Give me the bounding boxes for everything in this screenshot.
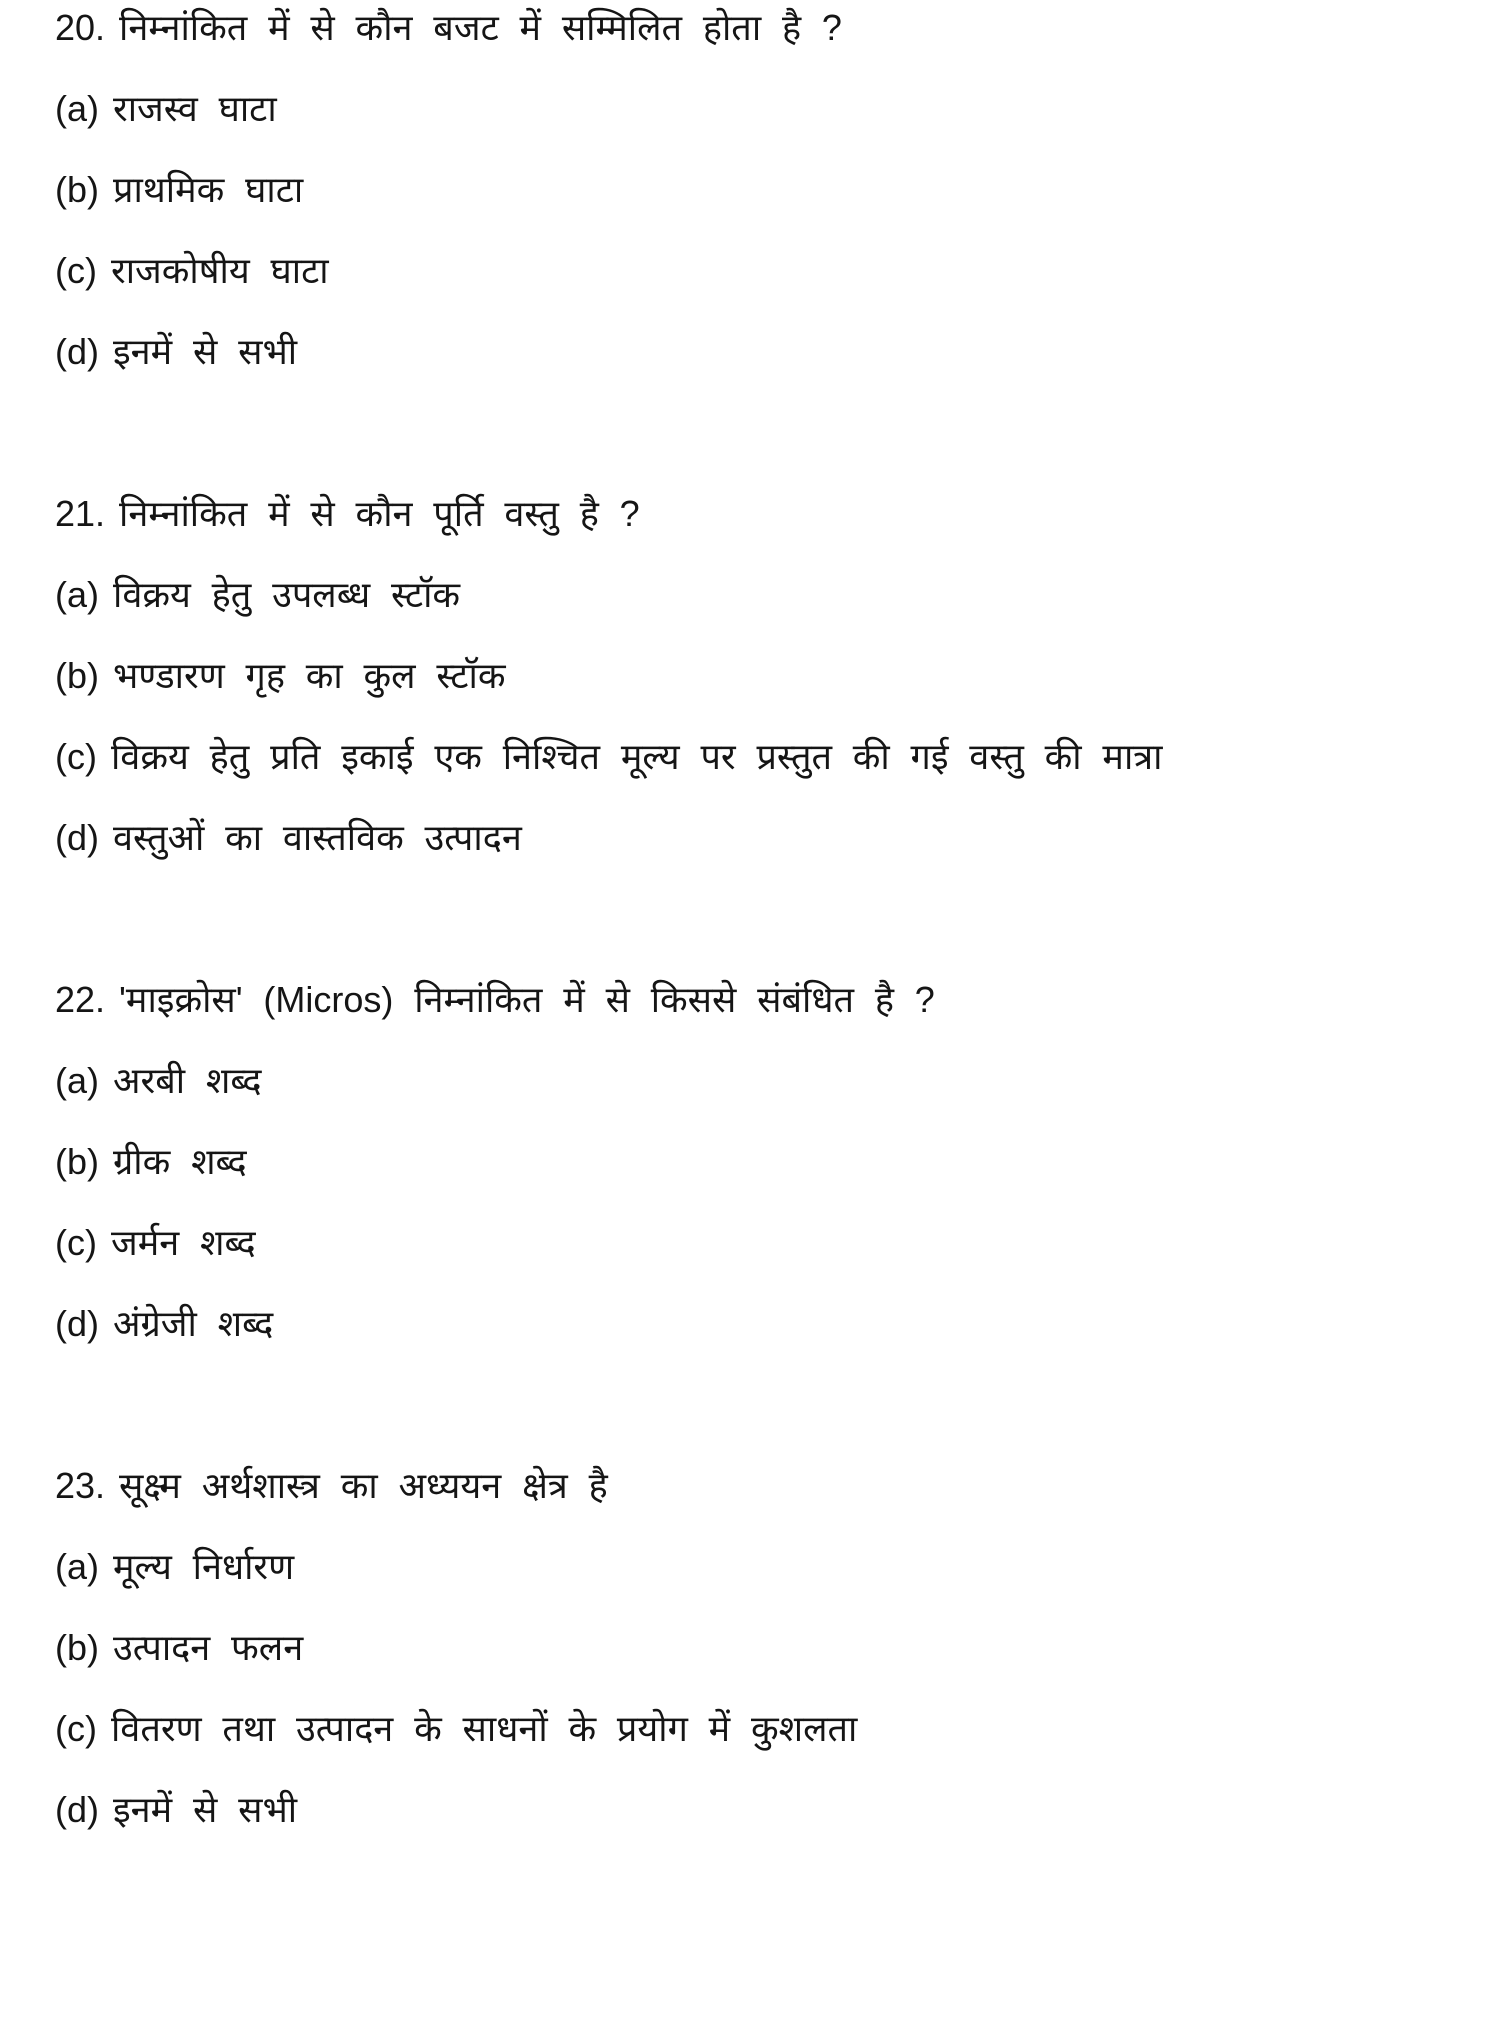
option-label: (d) xyxy=(55,1789,99,1830)
option-text: वितरण तथा उत्पादन के साधनों के प्रयोग में कुशलता xyxy=(110,1708,858,1749)
option-label: (d) xyxy=(55,817,99,858)
question-number: 21. xyxy=(55,493,106,534)
option-label: (b) xyxy=(55,1141,99,1182)
option-row xyxy=(55,734,1475,780)
option-row xyxy=(55,86,1475,132)
question-number: 22. xyxy=(55,979,106,1020)
question-text: सूक्ष्म अर्थशास्त्र का अध्ययन क्षेत्र है xyxy=(119,1465,608,1506)
option-text: अरबी शब्द xyxy=(113,1060,262,1101)
question-21 xyxy=(55,491,1475,861)
option-label: (c) xyxy=(55,1708,97,1749)
option-row xyxy=(55,1139,1475,1185)
question-number: 20. xyxy=(55,7,106,48)
option-row xyxy=(55,329,1475,375)
option-text: विक्रय हेतु प्रति इकाई एक निश्चित मूल्य पर प्रस्तुत की गई वस्तु की मात्रा xyxy=(110,736,1163,777)
question-line xyxy=(55,977,1475,1023)
option-label: (c) xyxy=(55,250,97,291)
option-label: (a) xyxy=(55,574,99,615)
option-text: जर्मन शब्द xyxy=(110,1222,256,1263)
question-text: निम्नांकित में से कौन पूर्ति वस्तु है ? xyxy=(119,493,640,534)
option-text: प्राथमिक घाटा xyxy=(113,169,304,210)
option-text: ग्रीक शब्द xyxy=(113,1141,247,1182)
option-label: (a) xyxy=(55,88,99,129)
question-text: 'माइक्रोस' (Micros) निम्नांकित में से किससे संबंधित है ? xyxy=(119,979,935,1020)
option-label: (b) xyxy=(55,169,99,210)
option-text: उत्पादन फलन xyxy=(113,1627,304,1668)
option-row xyxy=(55,1058,1475,1104)
option-label: (b) xyxy=(55,655,99,696)
option-text: विक्रय हेतु उपलब्ध स्टॉक xyxy=(113,574,461,615)
option-text: मूल्य निर्धारण xyxy=(113,1546,295,1587)
option-row xyxy=(55,1706,1475,1752)
option-text: राजस्व घाटा xyxy=(113,88,277,129)
option-label: (b) xyxy=(55,1627,99,1668)
question-line xyxy=(55,1463,1475,1509)
option-label: (a) xyxy=(55,1546,99,1587)
option-row xyxy=(55,1220,1475,1266)
option-label: (c) xyxy=(55,736,97,777)
option-text: इनमें से सभी xyxy=(113,1789,298,1830)
option-text: भण्डारण गृह का कुल स्टॉक xyxy=(113,655,506,696)
question-number: 23. xyxy=(55,1465,106,1506)
option-row xyxy=(55,1787,1475,1833)
option-label: (c) xyxy=(55,1222,97,1263)
option-text: इनमें से सभी xyxy=(113,331,298,372)
question-line xyxy=(55,491,1475,537)
option-text: वस्तुओं का वास्तविक उत्पादन xyxy=(113,817,522,858)
option-row xyxy=(55,1544,1475,1590)
question-text: निम्नांकित में से कौन बजट में सम्मिलित होता है ? xyxy=(119,7,842,48)
option-row xyxy=(55,653,1475,699)
option-text: राजकोषीय घाटा xyxy=(110,250,329,291)
option-label: (d) xyxy=(55,331,99,372)
option-label: (d) xyxy=(55,1303,99,1344)
question-20 xyxy=(55,5,1475,375)
option-row xyxy=(55,815,1475,861)
question-line xyxy=(55,5,1475,51)
option-row xyxy=(55,572,1475,618)
option-row xyxy=(55,248,1475,294)
option-label: (a) xyxy=(55,1060,99,1101)
question-22 xyxy=(55,977,1475,1347)
option-text: अंग्रेजी शब्द xyxy=(113,1303,274,1344)
option-row xyxy=(55,167,1475,213)
question-23 xyxy=(55,1463,1475,1833)
option-row xyxy=(55,1301,1475,1347)
option-row xyxy=(55,1625,1475,1671)
